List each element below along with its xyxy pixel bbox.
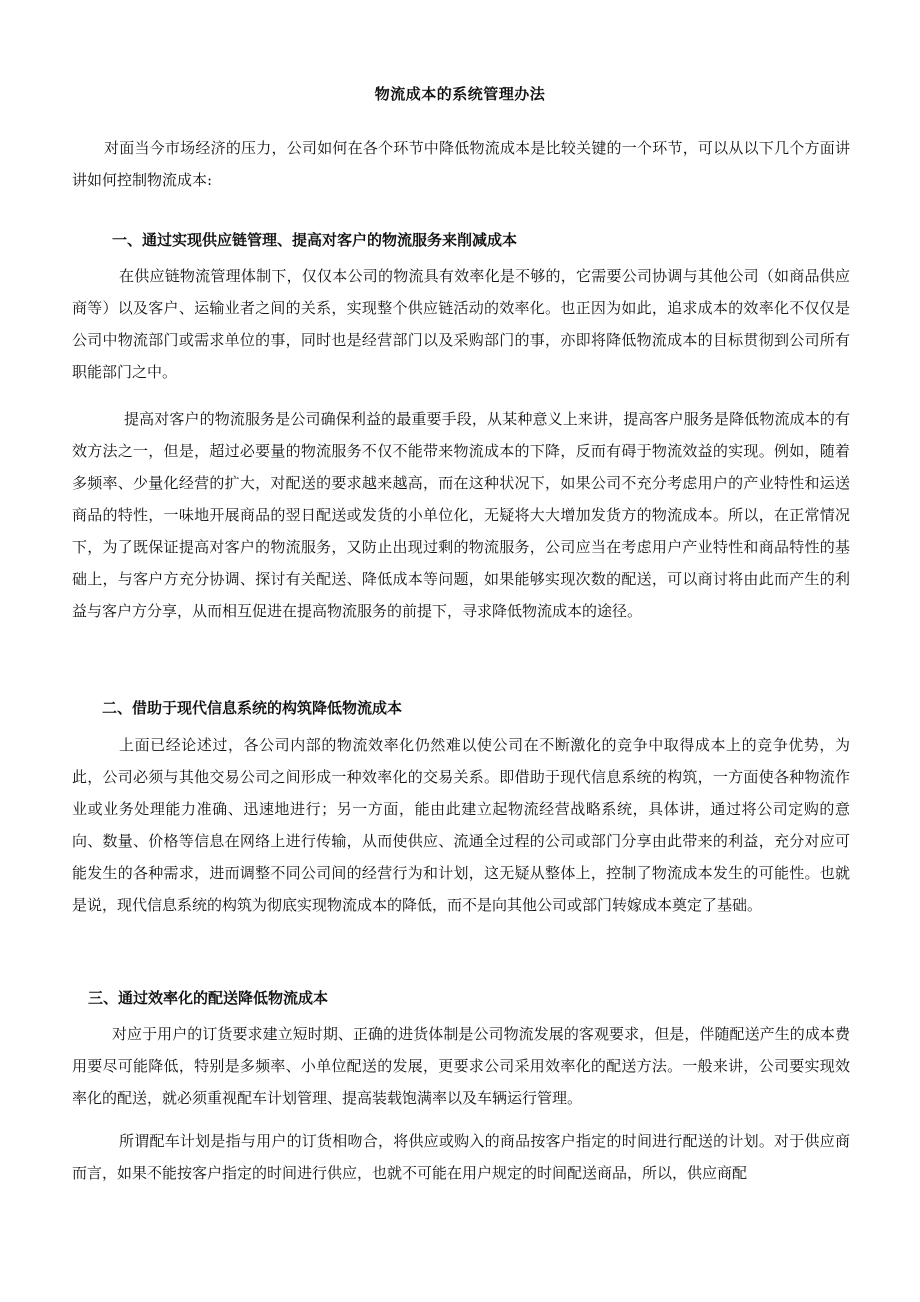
- section-2-paragraph-1: 上面已经论述过，各公司内部的物流效率化仍然难以使公司在不断激化的竞争中取得成本上的竞争优势，为此，公司必须与其他交易公司之间形成一种效率化的交易关系。即借助于现代信息系统的构筑，一方面使各种物流作业或业务处理能力准确、迅速地进行；另一方面，能由此建立起物流经营战略系统，具体讲，通过将公司定购的意向、数量、价格等信息在网络上进行传输，从而使供应、流通全过程的公司或部门分享由此带来的利益，充分对应可能发生的各种需求，进而调整不同公司间的经营行为和计划，这无疑从整体上，控制了物流成本发生的可能性。也就是说，现代信息系统的构筑为彻底实现物流成本的降低，而不是向其他公司或部门转嫁成本奠定了基础。: [72, 736, 850, 914]
- section-1-heading: 一、通过实现供应链管理、提高对客户的物流服务来削减成本: [112, 231, 518, 249]
- page-title: 物流成本的系统管理办法: [374, 85, 546, 103]
- intro-paragraph: 对面当今市场经济的压力，公司如何在各个环节中降低物流成本是比较关键的一个环节，可以从以下几个方面讲讲如何控制物流成本:: [72, 139, 850, 189]
- section-3-heading: 三、通过效率化的配送降低物流成本: [88, 989, 329, 1007]
- section-3-paragraph-1: 对应于用户的订货要求建立短时期、正确的进货体制是公司物流发展的客观要求，但是，伴随配送产生的成本费用要尽可能降低，特别是多频率、小单位配送的发展，更要求公司采用效率化的配送方法。一般来讲，公司要实现效率化的配送，就必须重视配车计划管理、提高装载饱满率以及车辆运行管理。: [72, 1025, 850, 1107]
- section-2-heading: 二、借助于现代信息系统的构筑降低物流成本: [102, 699, 403, 717]
- section-1-paragraph-1: 在供应链物流管理体制下，仅仅本公司的物流具有效率化是不够的，它需要公司协调与其他公司（如商品供应商等）以及客户、运输业者之间的关系，实现整个供应链活动的效率化。也正因为如此，追求成本的效率化不仅仅是公司中物流部门或需求单位的事，同时也是经营部门以及采购部门的事，亦即将降低物流成本的目标贯彻到公司所有职能部门之中。: [72, 267, 850, 381]
- section-3-paragraph-2: 所谓配车计划是指与用户的订货相吻合，将供应或购入的商品按客户指定的时间进行配送的计划。对于供应商而言，如果不能按客户指定的时间进行供应，也就不可能在用户规定的时间配送商品，所以，供应商配: [72, 1132, 850, 1182]
- section-1-paragraph-2: 提高对客户的物流服务是公司确保利益的最重要手段，从某种意义上来讲，提高客户服务是降低物流成本的有效方法之一，但是，超过必要量的物流服务不仅不能带来物流成本的下降，反而有碍于物流效益的实现。例如，随着多频率、少量化经营的扩大，对配送的要求越来越高，而在这种状况下，如果公司不充分考虑用户的产业特性和运送商品的特性，一味地开展商品的翌日配送或发货的小单位化，无疑将大大增加发货方的物流成本。所以，在正常情况下，为了既保证提高对客户的物流服务，又防止出现过剩的物流服务，公司应当在考虑用户产业特性和商品特性的基础上，与客户方充分协调、探讨有关配送、降低成本等问题，如果能够实现次数的配送，可以商讨将由此而产生的利益与客户方分享，从而相互促进在提高物流服务的前提下，寻求降低物流成本的途径。: [72, 410, 850, 620]
